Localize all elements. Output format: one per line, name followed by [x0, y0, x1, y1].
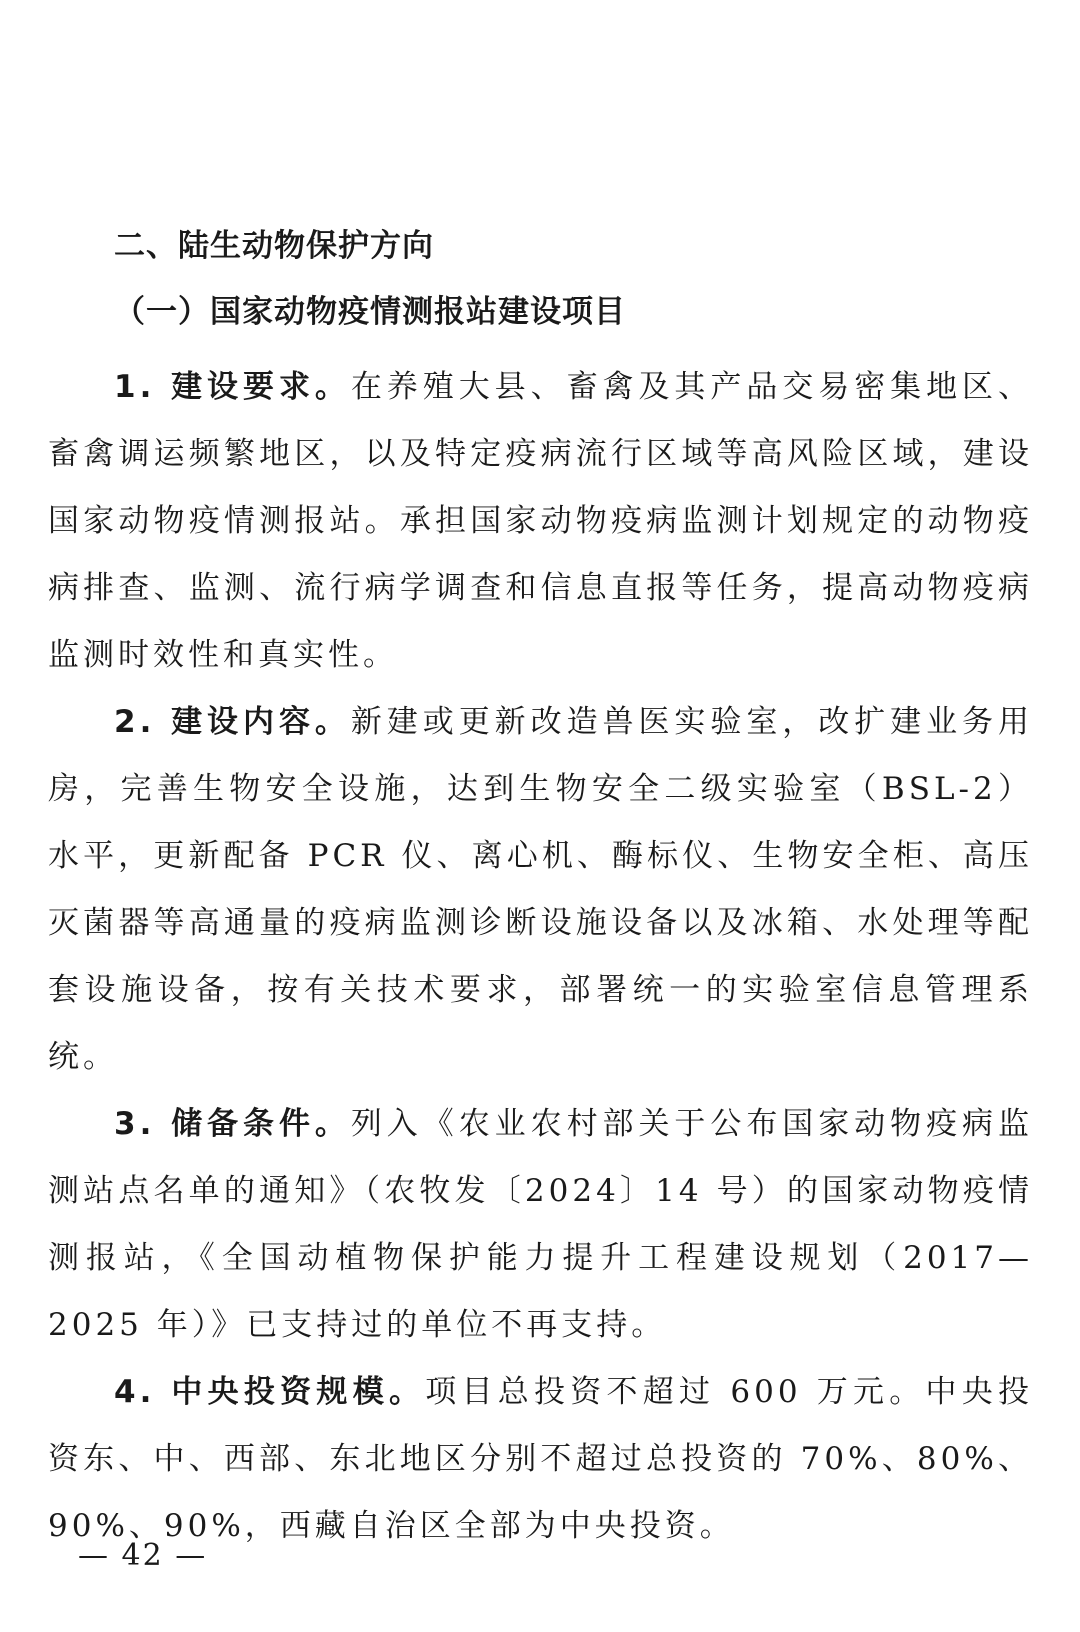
- paragraph-lead: 1. 建设要求。: [114, 369, 351, 405]
- paragraph-text: 在养殖大县、畜禽及其产品交易密集地区、畜禽调运频繁地区，以及特定疫病流行区域等高风险区域，建设国家动物疫情测报站。承担国家动物疫病监测计划规定的动物疫病排查、监测、流行病学调查和信息直报等任务，提高动物疫病监测时效性和真实性。: [48, 369, 1034, 673]
- paragraph-lead: 4. 中央投资规模。: [114, 1374, 426, 1410]
- document-body: [48, 226, 1033, 1560]
- section-heading: 二、陆生动物保护方向: [114, 228, 434, 264]
- paragraph-lead: 3. 储备条件。: [114, 1106, 351, 1142]
- paragraph-investment-scale: [48, 1359, 1033, 1560]
- paragraph-text: 列入《农业农村部关于公布国家动物疫病监测站点名单的通知》（农牧发〔2024〕14 号）的国家动物疫情测报站，《全国动植物保护能力提升工程建设规划（2017—2025 年）》已支持过的单位不再支持。: [48, 1106, 1034, 1343]
- page-number: — 42 —: [78, 1538, 208, 1573]
- paragraph-reserve-conditions: [48, 1091, 1033, 1359]
- paragraph-lead: 2. 建设内容。: [114, 704, 351, 740]
- paragraph-text: 项目总投资不超过 600 万元。中央投资东、中、西部、东北地区分别不超过总投资的 70%、80%、90%、90%，西藏自治区全部为中央投资。: [48, 1374, 1033, 1544]
- paragraph-content: [48, 689, 1033, 1091]
- paragraph-text: 新建或更新改造兽医实验室，改扩建业务用房，完善生物安全设施，达到生物安全二级实验室（BSL-2）水平，更新配备 PCR 仪、离心机、酶标仪、生物安全柜、高压灭菌器等高通量的疫病监测诊断设施设备以及冰箱、水处理等配套设施设备，按有关技术要求，部署统一的实验室信息管理系统。: [48, 704, 1034, 1075]
- subsection-heading: （一）国家动物疫情测报站建设项目: [114, 294, 626, 330]
- paragraph-requirements: [48, 354, 1033, 689]
